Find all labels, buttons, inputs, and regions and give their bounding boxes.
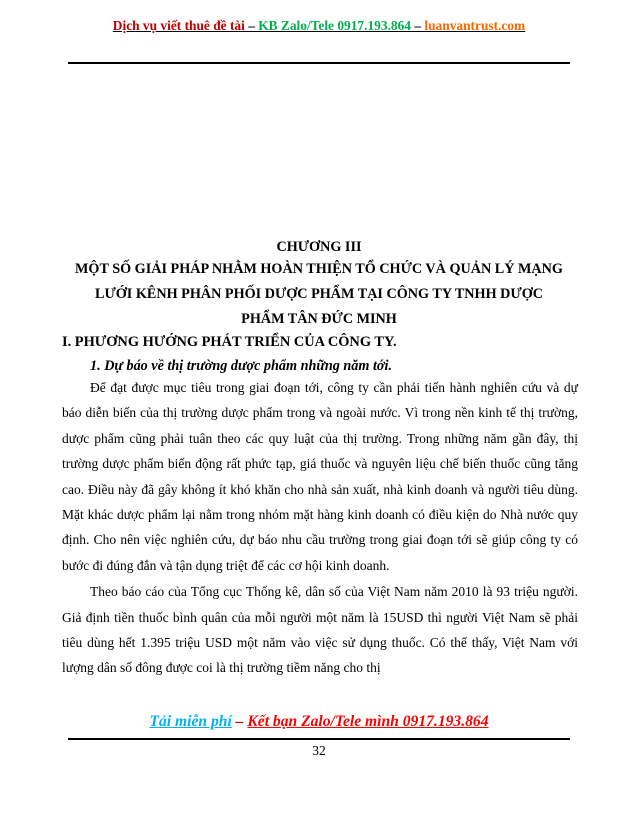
header-service-text: Dịch vụ viết thuê đề tài: [112, 18, 245, 33]
header-contact-text: KB Zalo/Tele 0917.193.864: [258, 18, 411, 33]
chapter-title-line-1: MỘT SỐ GIẢI PHÁP NHẰM HOÀN THIỆN TỔ CHỨC VÀ QUẢN LÝ MẠNG: [75, 261, 563, 277]
header-separator: –: [244, 18, 259, 33]
header-separator: –: [411, 18, 425, 33]
footer-separator: –: [231, 713, 248, 730]
footer-download-link[interactable]: Tải miễn phí: [149, 713, 232, 730]
paragraph: Để đạt được mục tiêu trong giai đoạn tới, công ty cần phải tiến hành nghiên cứu và dự báo diễn biến của thị trường dược phẩm trong và ngoài nước. Vì trong nền kinh tế thị trường, dược phẩm cũng phải tuân theo các quy luật của thị trường. Trong những năm gần đây, thị trường dược phẩm biến động rất phức tạp, giá thuốc và nguyên liệu chế biến thuốc cũng tăng cao. Điều này đã gây không ít khó khăn cho nhà sản xuất, nhà kinh doanh và người tiêu dùng. Mặt khác dược phẩm lại nằm trong nhóm mặt hàng kinh doanh có điều kiện do Nhà nước quy định. Cho nên việc nghiên cứu, dự báo nhu cầu trường trong giai đoạn tới sẽ giúp công ty có bước đi đúng đắn và tận dụng triệt để các cơ hội kinh doanh.: [62, 380, 578, 573]
chapter-title-line-2: LƯỚI KÊNH PHÂN PHỐI DƯỢC PHẨM TẠI CÔNG TY TNHH DƯỢC: [95, 286, 543, 302]
page-footer: [0, 713, 638, 731]
paragraph: Theo báo cáo của Tổng cục Thống kê, dân số của Việt Nam năm 2010 là 93 triệu người. Giả định tiền thuốc bình quân của mỗi người một năm là 15USD thì người Việt Nam sẽ phải tiêu dùng hết 1.395 triệu USD một năm vào việc sử dụng thuốc. Có thể thấy, Việt Nam với lượng dân số đông được coi là thị trường tiềm năng cho thị: [62, 584, 578, 676]
header-divider: [68, 62, 570, 64]
page-number: 32: [312, 743, 326, 758]
chapter-number: CHƯƠNG III: [276, 239, 362, 255]
page-header: [0, 18, 638, 34]
footer-contact-link[interactable]: Kết bạn Zalo/Tele mình 0917.193.864: [247, 713, 489, 730]
chapter-title-line-3: PHẨM TÂN ĐỨC MINH: [241, 311, 397, 327]
footer-divider: [68, 738, 570, 740]
subsection-heading: 1. Dự báo về thị trường dược phẩm những năm tới.: [90, 358, 393, 374]
section-heading: I. PHƯƠNG HƯỚNG PHÁT TRIỂN CỦA CÔNG TY.: [62, 334, 397, 350]
header-website-link[interactable]: luanvantrust.com: [424, 18, 526, 33]
body-text: [62, 375, 578, 681]
